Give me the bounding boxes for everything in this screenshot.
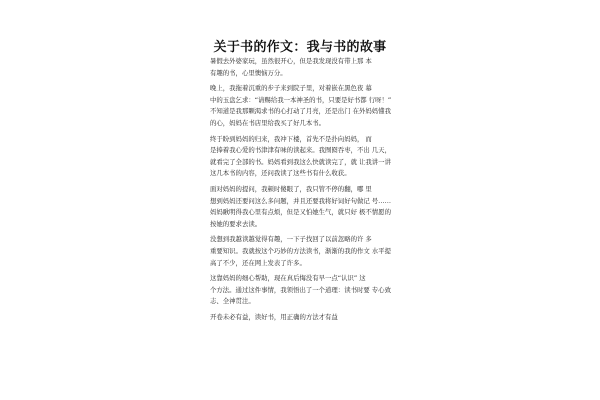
text-line: 按她的要求去读。 [210, 219, 262, 228]
text-line: 是捧着我心爱的书津津有味的读起来。我囫囵吞枣，不出 几天， [210, 146, 391, 155]
paragraph-3 [198, 134, 410, 180]
text-line: 晚上，我拖着沉重的步子来到院子里，对着嵌在黑色夜 幕 [210, 84, 372, 93]
paragraph-1 [198, 56, 410, 79]
text-line: 妈妈瞅明得我心里有点烦，但是又怕她生气，就只好 极不情愿的 [210, 208, 391, 217]
paragraph-2 [198, 83, 410, 129]
text-line: 这靠妈妈的细心帮助，现在真后悔没有早一点“认识” 这 [210, 274, 366, 283]
text-line: 中的玉盘乞求：“请赐给我一本神圣的书，只要是好书都 行呀！” [210, 95, 392, 104]
text-line: 面对妈妈的提问，我顿时傻眼了，我只管不停的翻，哪 里 [210, 184, 372, 193]
text-line: 就看完了全部的书。妈妈看到我这么快就读完了，就 让我讲一讲 [210, 157, 391, 166]
text-line: 不知道是我那颗渴求书的心打动了月亮，还是出门 在外妈妈懂我 [210, 107, 391, 116]
text-line: 个方法。通过这件事情，我领悟出了一个道理：读书时要 专心致 [210, 285, 391, 294]
paragraph-7 [198, 312, 410, 324]
article-body [198, 56, 410, 327]
text-line: 没想到我越读越觉得有趣，一下子找回了以前忽略的许 多 [210, 235, 372, 244]
paragraph-6 [198, 273, 410, 308]
text-line: 高了不少，还在网上发表了许多。 [210, 258, 306, 267]
paragraph-5 [198, 234, 410, 269]
text-line: 想到妈妈还要问这么多问题，并且还要我将好词好句做记 号…… [210, 196, 391, 205]
text-line: 这几本书的内容，还问我读了这些书有什么收获。 [210, 169, 351, 178]
text-line: 开卷未必有益，读好书，用正确的方法才有益 [210, 312, 338, 321]
text-line: 的心，妈妈在书店里给我买了好几本书。 [210, 118, 326, 127]
text-line: 重要知识。我就按这个巧妙的方法读书，渐渐的我的作文 水平提 [210, 246, 391, 255]
paragraph-4 [198, 184, 410, 230]
text-line: 暑假去外婆家玩，虽然很开心，但是我发现没有带上那 本 [210, 57, 372, 65]
text-line: 终于盼到妈妈的归来，我冲下楼，首先不是扑向妈妈， 而 [210, 134, 372, 143]
text-line: 志、全神贯注。 [210, 297, 255, 306]
page-title: 关于书的作文：我与书的故事 [213, 40, 387, 55]
text-line: 有趣的书，心里懊恼万分。 [210, 68, 287, 77]
